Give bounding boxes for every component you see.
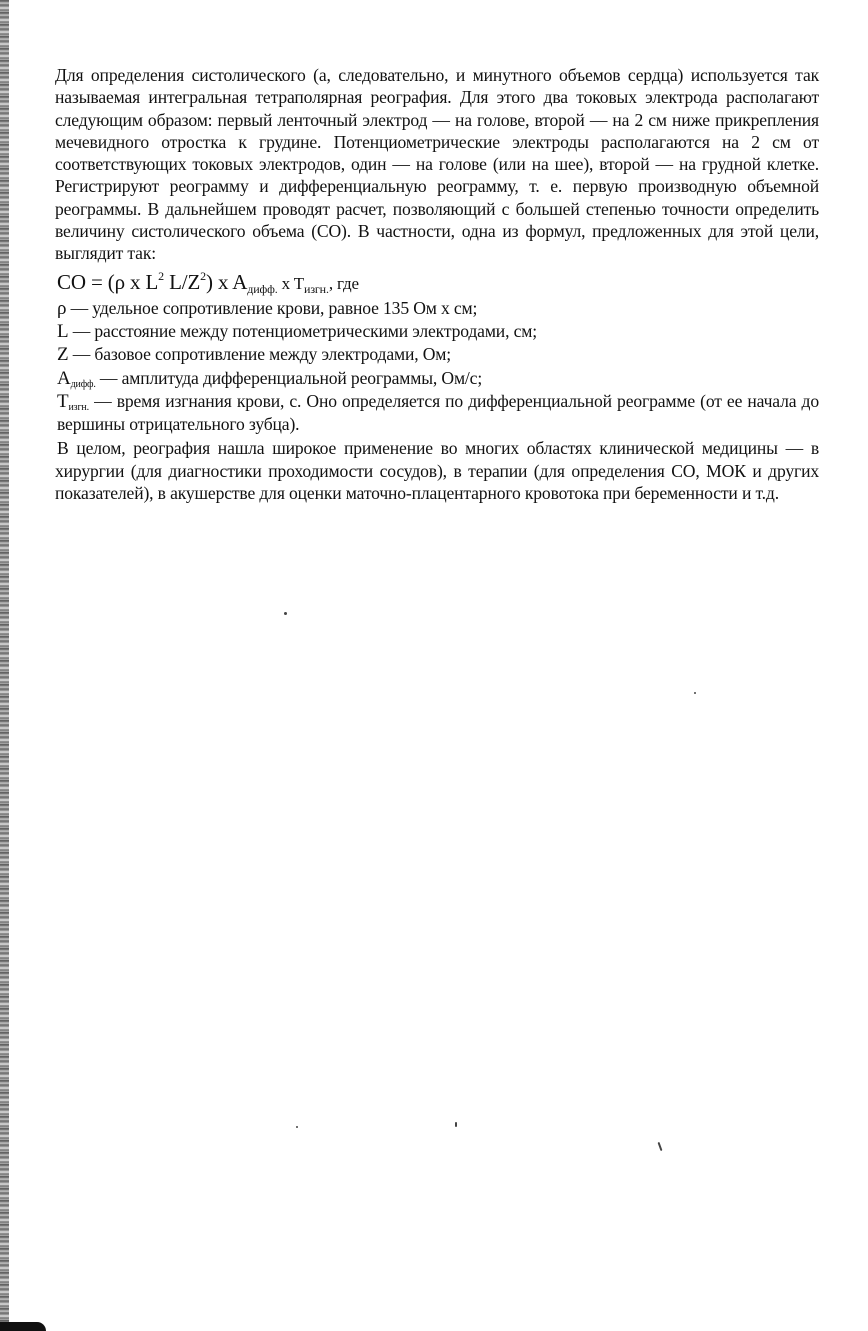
conclusion-paragraph: В целом, реография нашла широкое применение во многих областях клинической медицины — в хирургии (для диагностики проходимости сосудов), в терапии (для определения СО, МОК и других показателей), в акушерстве для оценки маточно-плацентарного кровотока при беременности и т.д. [55, 438, 819, 504]
definition-t [57, 390, 819, 436]
formula-exp-1: 2 [158, 268, 165, 283]
body-text [55, 64, 819, 504]
scan-speck [284, 612, 287, 615]
definition-a-sub: дифф. [70, 378, 96, 390]
scan-speck [455, 1122, 457, 1127]
definition-l-text: — расстояние между потенциометрическими электродами, см; [68, 320, 537, 341]
definition-a-text: — амплитуда дифференциальной реограммы, Ом/с; [95, 367, 483, 388]
formula-amplitude: ) x A [206, 269, 248, 294]
scan-corner-shadow [0, 1322, 46, 1331]
formula-sub-t: изгн. [304, 281, 329, 296]
definition-z-text: — базовое сопротивление между электродами, Ом; [68, 344, 452, 365]
definition-a [57, 367, 819, 390]
formula-tail: , где [328, 273, 359, 293]
definition-t-symbol: T [57, 390, 69, 412]
scan-speck [658, 1142, 663, 1151]
stroke-volume-formula [57, 269, 819, 297]
definition-t-sub: изгн. [68, 401, 89, 413]
formula-lhs: CO = (ρ x L [57, 269, 159, 294]
formula-mid: L/Z [164, 269, 201, 294]
definition-rho-text: — удельное сопротивление крови, равное 135 Ом x см; [66, 297, 478, 318]
definition-z [57, 343, 819, 366]
formula-time: x T [277, 273, 305, 293]
formula-sub-a: дифф. [247, 281, 278, 296]
definition-rho [57, 297, 819, 320]
scan-speck [296, 1126, 298, 1128]
scan-speck [694, 692, 696, 694]
definition-l [57, 320, 819, 343]
definition-t-text: — время изгнания крови, с. Оно определяется по дифференциальной реограмме (от ее начала до вершины отрицательного зубца). [57, 390, 819, 435]
definition-z-symbol: Z [57, 344, 69, 366]
intro-paragraph: Для определения систолического (а, следовательно, и минутного объемов сердца) используется так называемая интегральная тетраполярная реография. Для этого два токовых электрода располагают следующим образом: первый ленточный электрод — на голове, второй — на 2 см ниже прикрепления мечевидного отростка к грудине. Потенциометрические электроды располагаются на 2 см от соответствующих токовых электродов, один — на голове (или на шее), второй — на грудной клетке. Регистрируют реограмму и дифференциальную реограмму, т. е. первую производную объемной реограммы. В дальнейшем проводят расчет, позволяющий с большей степенью точности определить величину систолического объема (СО). В частности, одна из формул, предложенных для этой цели, выглядит так: [55, 65, 819, 264]
definition-l-symbol: L [57, 320, 69, 342]
scan-binding-edge [0, 0, 9, 1331]
definition-a-symbol: A [57, 367, 71, 389]
formula-exp-2: 2 [200, 268, 207, 283]
definition-rho-symbol: ρ [57, 297, 67, 319]
